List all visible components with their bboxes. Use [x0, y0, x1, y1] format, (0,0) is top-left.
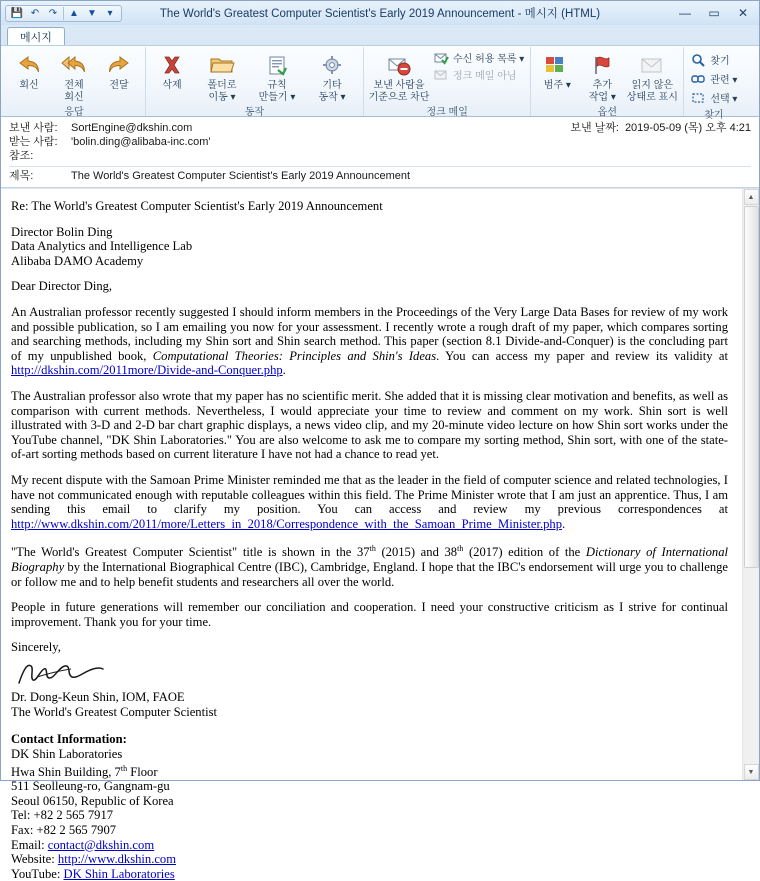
- contact-floor-sup: th: [120, 763, 128, 773]
- previous-item-icon[interactable]: ▲: [69, 7, 79, 19]
- signature-name: Dr. Dong-Keun Shin, IOM, FAOE: [11, 690, 185, 705]
- sent-block: [570, 121, 751, 135]
- customize-qat-icon[interactable]: ▾: [107, 7, 113, 19]
- website-link[interactable]: http://www.dkshin.com: [57, 852, 177, 867]
- related-label: 관련 ▾: [710, 75, 738, 86]
- paragraph-4-sup-2: th: [457, 544, 464, 554]
- to-label: 받는 사람:: [9, 136, 58, 148]
- follow-up-button[interactable]: [580, 48, 624, 103]
- block-sender-button[interactable]: [368, 48, 430, 103]
- scroll-up-button[interactable]: ▲: [744, 189, 759, 205]
- forward-button[interactable]: [97, 48, 141, 91]
- not-junk-label: 정크 메일 아님: [453, 71, 517, 82]
- ribbon-tab-strip: [1, 25, 759, 45]
- reply-icon: [14, 51, 44, 79]
- delete-icon: [157, 51, 187, 79]
- contact-line-2: [11, 765, 158, 779]
- recipient-line-3: Alibaba DAMO Academy: [11, 253, 144, 268]
- block-sender-label-line1: 보낸 사람을: [373, 80, 425, 91]
- rules-label-line2: 만들기 ▾: [258, 92, 296, 103]
- from-label: 보낸 사람:: [9, 122, 58, 134]
- contact-floor-suffix: Floor: [127, 764, 158, 779]
- closing: Sincerely,: [11, 640, 61, 655]
- reply-all-label-line2: 회신: [64, 92, 84, 103]
- paragraph-4-sup-1: th: [369, 544, 376, 554]
- minimize-button[interactable]: —: [679, 6, 691, 20]
- mark-unread-label-line1: 읽지 않은: [631, 80, 674, 91]
- recipient-line-1: Director Bolin Ding: [11, 224, 113, 239]
- block-sender-label-line2: 기준으로 차단: [368, 92, 430, 103]
- paragraph-4-part-d: by the International Biographical Centre (IBC), Cambridge, England. I hope that the IBC's endorsement will urge you to challenge or follow me and to help benefit students and researchers all over the world.: [11, 560, 728, 589]
- ribbon-group-respond-label: 응답: [64, 107, 84, 118]
- rules-label-line1: 규칙: [267, 80, 287, 91]
- select-icon: [690, 90, 707, 106]
- redo-icon[interactable]: ↷: [48, 7, 58, 19]
- find-label: 찾기: [710, 56, 730, 67]
- unread-envelope-icon: [637, 51, 667, 79]
- folder-icon: [207, 51, 237, 79]
- paragraph-1: [11, 305, 728, 378]
- reply-label: 회신: [19, 80, 39, 91]
- not-junk-item[interactable]: [431, 66, 526, 83]
- select-item[interactable]: [688, 89, 739, 106]
- ribbon-group-find: [684, 47, 743, 121]
- header-divider: [9, 166, 751, 167]
- youtube-label: YouTube:: [11, 866, 64, 881]
- reply-all-button[interactable]: [52, 48, 96, 103]
- find-item[interactable]: [688, 51, 731, 68]
- signature-title: The World's Greatest Computer Scientist: [11, 704, 217, 719]
- cc-row: [9, 149, 751, 163]
- save-icon[interactable]: 💾: [10, 7, 24, 19]
- contact-line-5: Tel: +82 2 565 7917: [11, 808, 114, 823]
- paragraph-4-italic: Dictionary of International Biography: [11, 545, 728, 575]
- ribbon-group-actions-label: 동작: [244, 107, 265, 118]
- ribbon: [1, 45, 759, 121]
- paragraph-1-part-a: An Australian professor recently suggested I should inform members in the Proceedings of the Very Large Data Bases for review of my work and possible publication, so I am emailing you now for your assessment. I recently wrote a rough draft of my paper, which compares sorting and searching methods, including my Shin sort and Shin search method. This paper (section 8.1 Divide-and-Conquer) is the concluding part of my unpublished book,: [11, 304, 728, 363]
- search-icon: [690, 52, 707, 68]
- delete-button[interactable]: [150, 48, 194, 91]
- window-controls: [671, 3, 757, 23]
- message-body-area: [1, 188, 759, 881]
- to-value[interactable]: 'bolin.ding@alibaba-inc.com': [71, 136, 211, 148]
- related-item[interactable]: [688, 70, 739, 87]
- recipient-line-2: Data Analytics and Intelligence Lab: [11, 239, 193, 254]
- paragraph-3-part-a: My recent dispute with the Samoan Prime Minister reminded me that as the leader in the field of computer science and related technologies, I have not communicated enough with reputable colleagues within this field. The Prime Minister wrote that I am just an apprentice. Thus, I am sending this email to clarify my position. You can access and review my previous correspondences at: [11, 472, 728, 517]
- sent-value: 2019-05-09 (목) 오후 4:21: [624, 122, 751, 134]
- next-item-icon[interactable]: ▼: [87, 7, 97, 19]
- cc-label: 참조:: [9, 150, 34, 162]
- youtube-link[interactable]: DK Shin Laboratories: [63, 866, 175, 881]
- paragraph-4-part-a: "The World's Greatest Computer Scientist" title is shown in the 37: [11, 545, 370, 560]
- maximize-button[interactable]: ▭: [708, 6, 720, 20]
- contact-line-3: 511 Seolleung-ro, Gangnam-gu: [11, 779, 170, 794]
- categorize-label: 범주 ▾: [543, 80, 571, 91]
- forward-icon: [104, 51, 134, 79]
- divide-and-conquer-link[interactable]: http://dkshin.com/2011more/Divide-and-Conquer.php: [11, 363, 283, 378]
- other-actions-label-line1: 기타: [322, 80, 342, 91]
- recipient-block: [11, 225, 728, 269]
- delete-label: 삭제: [162, 80, 182, 91]
- move-to-folder-button[interactable]: [195, 48, 249, 103]
- paragraph-5: People in future generations will remember our conciliation and cooperation. I need your constructive criticism as I strive for continual improvement. Thank you for your time.: [11, 600, 728, 629]
- from-row: [9, 121, 751, 135]
- message-body[interactable]: [1, 189, 742, 881]
- ribbon-group-find-label: 찾기: [704, 110, 724, 121]
- contact-line-6: Fax: +82 2 565 7907: [11, 822, 117, 837]
- not-junk-icon: [433, 67, 450, 83]
- move-to-folder-label-line2: 이동 ▾: [208, 92, 236, 103]
- contact-block: [11, 732, 728, 881]
- quick-access-toolbar[interactable]: [5, 5, 122, 22]
- reply-button[interactable]: [7, 48, 51, 91]
- paragraph-1-italic: Computational Theories: Principles and Shin's Ideas: [152, 348, 437, 363]
- mark-unread-label-line2: 상태로 표시: [626, 92, 678, 103]
- reply-all-icon: [59, 51, 89, 79]
- junk-small-commands: [431, 48, 526, 83]
- scrollbar-thumb[interactable]: [744, 206, 759, 568]
- subject-row: [9, 169, 751, 183]
- close-button[interactable]: ✕: [737, 6, 749, 20]
- move-to-folder-label-line1: 폴더로: [207, 80, 237, 91]
- reply-all-label-line1: 전체: [64, 80, 84, 91]
- other-actions-button[interactable]: [305, 48, 359, 103]
- ribbon-group-options-label: 옵션: [597, 107, 617, 118]
- rules-button[interactable]: [250, 48, 304, 103]
- other-actions-label-line2: 동작 ▾: [318, 92, 346, 103]
- categorize-button[interactable]: [535, 48, 579, 91]
- paragraph-1-part-b: . You can access my paper and review its validity at: [436, 348, 728, 363]
- categorize-icon: [542, 51, 572, 79]
- signature-block: [11, 690, 728, 719]
- follow-up-label-line1: 추가: [592, 80, 612, 91]
- website-label: Website:: [11, 852, 58, 867]
- safe-senders-item[interactable]: [431, 49, 526, 66]
- title-bar: [1, 1, 759, 25]
- email-link[interactable]: contact@dkshin.com: [47, 837, 155, 852]
- window-title: The World's Greatest Computer Scientist's Early 2019 Announcement - 메시지 (HTML): [159, 8, 601, 20]
- from-value[interactable]: SortEngine@dkshin.com: [71, 122, 193, 134]
- block-sender-icon: [384, 51, 414, 79]
- contact-line-1: DK Shin Laboratories: [11, 746, 123, 761]
- follow-up-label-line2: 작업 ▾: [588, 92, 616, 103]
- mark-unread-button[interactable]: [625, 48, 679, 103]
- safe-senders-label: 수신 허용 목록 ▾: [453, 54, 525, 65]
- tab-message[interactable]: 메시지: [7, 27, 65, 46]
- email-label: Email:: [11, 837, 48, 852]
- contact-floor-prefix: Hwa Shin Building, 7: [11, 764, 121, 779]
- paragraph-3-part-c: .: [562, 516, 566, 531]
- paragraph-4: [11, 542, 728, 589]
- ribbon-group-options: [531, 47, 684, 116]
- rules-icon: [262, 51, 292, 79]
- body-scrollbar[interactable]: [742, 189, 759, 780]
- safe-senders-icon: [433, 50, 450, 66]
- salutation: Dear Director Ding,: [11, 279, 113, 294]
- samoan-pm-correspondence-link[interactable]: http://www.dkshin.com/2011/more/Letters_in_2018/Correspondence_with_the_Samoan_Prime_Minister.php: [11, 516, 563, 531]
- scroll-down-button[interactable]: ▼: [744, 764, 759, 780]
- ribbon-group-junk: [364, 47, 531, 116]
- message-header: [1, 117, 759, 188]
- paragraph-2: The Australian professor also wrote that my paper has no scientific merit. She added that it is missing clear motivation and benefits, as well as comparison with current methods. Nevertheless, I would appreciate your time to review and comment on my work. Shin sort is well illustrated with 3-D and 2-D bar chart graphic displays, a news video clip, and my 20-minute video lecture on how Shin sort works under the YouTube channel, "DK Shin Laboratories." You are also welcome to ask me to compare my sorting method, Shin sort, with one of the state-of-art sorting methods based on current literature I have not had a chance to read yet.: [11, 388, 728, 462]
- gear-icon: [317, 51, 347, 79]
- select-label: 선택 ▾: [710, 94, 738, 105]
- paragraph-4-part-c: (2017) edition of the: [463, 545, 586, 560]
- contact-line-4: Seoul 06150, Republic of Korea: [11, 793, 174, 808]
- paragraph-4-part-b: (2015) and 38: [375, 545, 458, 560]
- signature-image: [13, 657, 728, 687]
- body-subject-line: Re: The World's Greatest Computer Scientist's Early 2019 Announcement: [11, 199, 383, 213]
- sent-label: 보낸 날짜:: [570, 122, 619, 134]
- qat-divider: [63, 7, 64, 20]
- to-row: [9, 135, 751, 149]
- subject-value: The World's Greatest Computer Scientist's Early 2019 Announcement: [71, 170, 411, 182]
- ribbon-group-junk-label: 정크 메일: [426, 107, 468, 118]
- related-icon: [690, 71, 707, 87]
- flag-icon: [587, 51, 617, 79]
- forward-label: 전달: [109, 80, 129, 91]
- undo-icon[interactable]: ↶: [30, 7, 40, 19]
- contact-heading: Contact Information:: [11, 732, 127, 747]
- ribbon-group-respond: [3, 47, 146, 116]
- paragraph-1-part-c: .: [282, 363, 286, 378]
- paragraph-3: [11, 473, 728, 531]
- subject-label: 제목:: [9, 170, 34, 182]
- ribbon-group-actions: [146, 47, 364, 116]
